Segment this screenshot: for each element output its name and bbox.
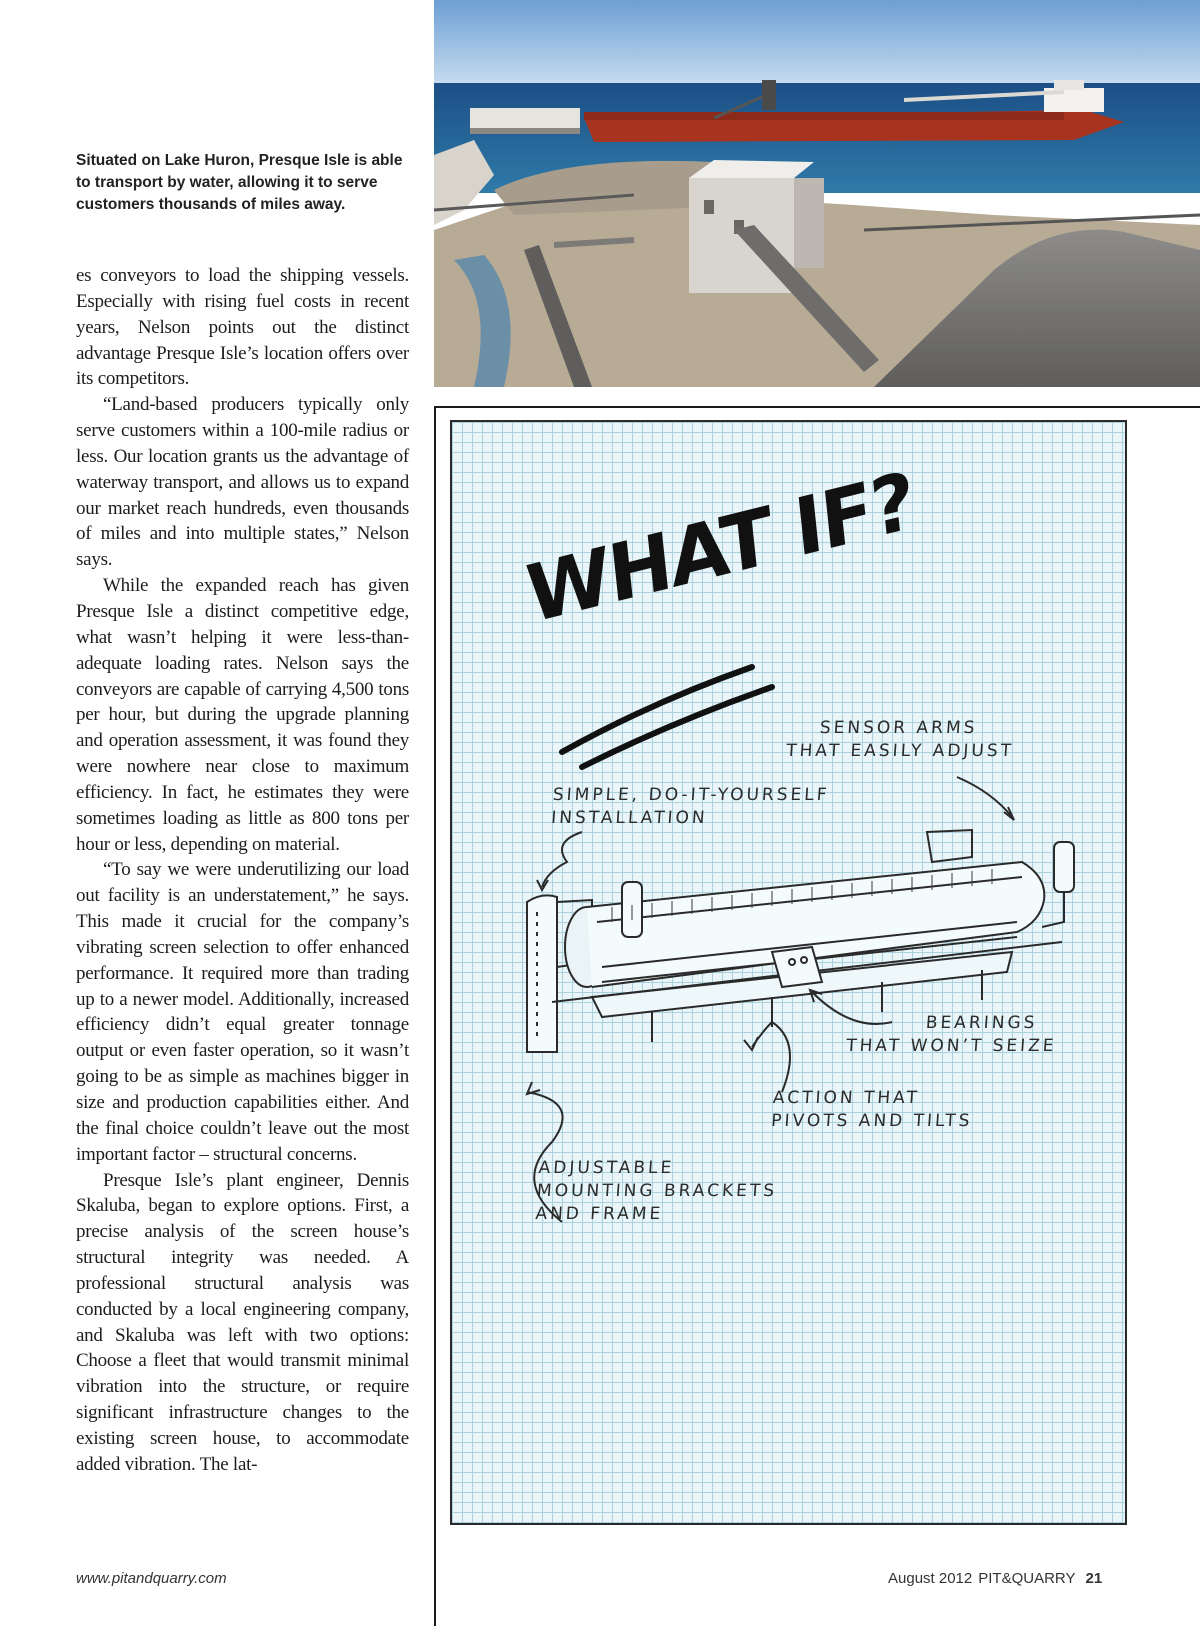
label-line: THAT EASILY ADJUST	[785, 741, 1015, 761]
article-paragraph: “Land-based producers typically only serve customers within a 100-mile radius or less. Our location grants us the advantage of waterway transport, and allows us to expand our market reach hundreds, even thousands of miles and into multiple states,” Nelson says.	[76, 394, 409, 571]
label-line: MOUNTING BRACKETS	[536, 1181, 778, 1201]
port-photo	[434, 0, 1200, 387]
screen-sketch	[452, 422, 1127, 1525]
label-line: SIMPLE, DO-IT-YOURSELF	[552, 785, 831, 805]
page-number: 21	[1085, 1570, 1103, 1587]
label-line: ACTION THAT	[772, 1088, 921, 1108]
footer-magazine: PIT&QUARRY	[978, 1570, 1076, 1587]
label-bearings	[845, 1012, 1059, 1058]
footer-date: August 2012	[888, 1570, 973, 1587]
label-line: PIVOTS AND TILTS	[770, 1111, 974, 1131]
label-brackets	[535, 1157, 780, 1226]
label-line: AND FRAME	[534, 1204, 664, 1224]
footer-url[interactable]: www.pitandquarry.com	[76, 1570, 227, 1587]
graph-paper-ad	[450, 420, 1127, 1525]
article-paragraph: “To say we were underutilizing our load out facility is an understatement,” he says. This made it crucial for the company’s vibrating screen selection to offer enhanced performance. It required more than trading up to a newer model. Additionally, increased efficiency didn’t equal greater tonnage output or even faster operation, so it wasn’t going to be as simple as machines bigger in size and production capabilities either. And the final choice couldn’t leave out the most important factor – structural concerns.	[76, 859, 409, 1165]
label-line: INSTALLATION	[550, 808, 709, 828]
label-action	[770, 1087, 974, 1133]
article-paragraph: While the expanded reach has given Presque Isle a distinct competitive edge, what wasn’t helping it were less-than-adequate loading rates. Nelson says the conveyors are capable of carrying 4,500 tons per hour, but during the upgrade planning and operation assessment, it was found they were nowhere near close to maximum efficiency. In fact, he estimates they were sometimes loading as little as 800 tons per hour or less, depending on material.	[76, 575, 409, 855]
label-line: THAT WON’T SEIZE	[845, 1036, 1058, 1056]
label-line: SENSOR ARMS	[819, 718, 979, 738]
article-paragraph: es conveyors to load the shipping vessels. Especially with rising fuel costs in recent years, Nelson points out the distinct advantage Presque Isle’s location offers over its competitors.	[76, 265, 409, 390]
label-line: ADJUSTABLE	[537, 1158, 675, 1178]
footer-folio	[888, 1570, 1102, 1587]
ad-headline: WHAT IF?	[522, 455, 918, 642]
photo-caption: Situated on Lake Huron, Presque Isle is able to transport by water, allowing it to serve customers thousands of miles away.	[76, 152, 403, 213]
label-installation	[550, 784, 830, 830]
label-sensor-arms	[785, 717, 1016, 763]
article-body	[76, 263, 409, 1478]
label-line: BEARINGS	[925, 1013, 1039, 1033]
article-paragraph: Presque Isle’s plant engineer, Dennis Skaluba, began to explore options. First, a precise analysis of the screen house’s structural integrity was needed. A professional structural analysis was conducted by a local engineering company, and Skaluba was left with two options: Choose a fleet that would transmit minimal vibration into the structure, or require significant infrastructure changes to the existing screen house, to accommodate added vibration. The lat-	[76, 1169, 409, 1475]
